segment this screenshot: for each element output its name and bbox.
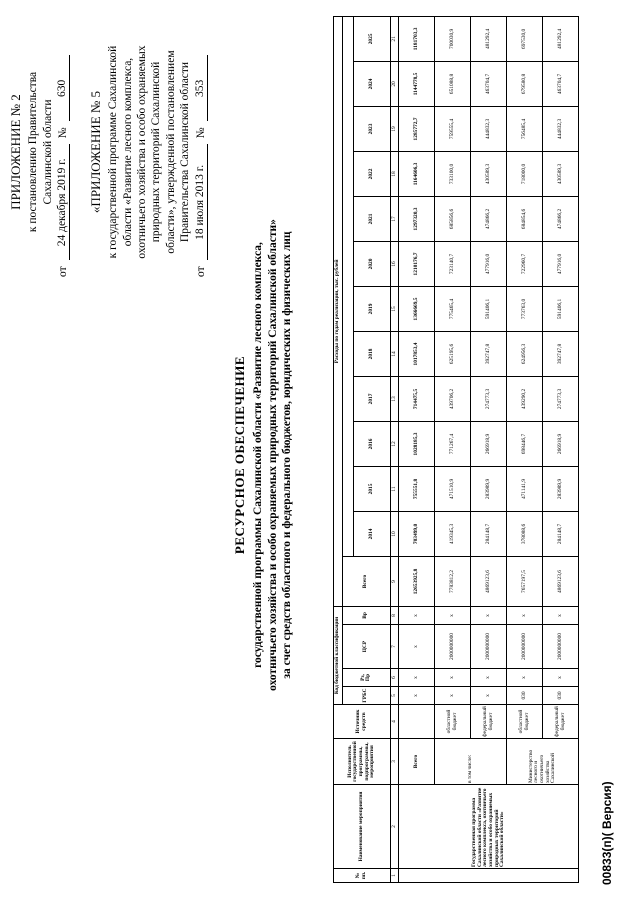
row-grbs-cell: 030: [507, 687, 543, 705]
row-total-cell: 7657197,5: [507, 556, 543, 606]
column-number-cell: 21: [390, 16, 399, 61]
header-year: 2014: [353, 511, 390, 556]
document-title-line: за счет средств областного и федерального бюджетов, юридических и физических лиц: [281, 231, 294, 679]
header-csr: ЦСР: [342, 625, 390, 669]
header-total: Всего: [342, 556, 390, 606]
row-year-value-cell: 773763,0: [507, 286, 543, 331]
column-number-cell: 4: [390, 705, 399, 739]
appendix-5-num-sign: №: [194, 127, 207, 139]
row-incl-label: в том числе:: [435, 739, 507, 785]
row-year-value-cell: 392747,8: [543, 331, 579, 376]
row-year-value-cell: 1210176,7: [399, 241, 435, 286]
row-year-value-cell: 439706,2: [435, 376, 471, 421]
header-grbs: ГРБС: [342, 687, 390, 705]
row-year-value-cell: 471141,9: [507, 466, 543, 511]
appendix-5-date-prefix: от: [194, 266, 207, 277]
row-year-value-cell: 685856,6: [435, 196, 471, 241]
header-name: Наименование мероприятия: [334, 785, 391, 869]
row-year-value-cell: 775465,4: [435, 286, 471, 331]
column-number-cell: 12: [390, 421, 399, 466]
column-number-cell: 2: [390, 785, 399, 869]
program-name-cell: Государственная программа Сахалинской области «Развитие лесного комплекса, охотничьего хозяйства и особо охраняемых природных территорий Сахалинской области»: [399, 785, 579, 869]
row-year-value-cell: 591406,1: [471, 286, 507, 331]
appendix-2-date-row: [55, 27, 70, 277]
row-grbs-cell: 030: [543, 687, 579, 705]
row-year-value-cell: 759555,4: [435, 106, 471, 151]
column-number-cell: 17: [390, 196, 399, 241]
row-year-value-cell: 697530,0: [507, 16, 543, 61]
column-number-cell: 5: [390, 687, 399, 705]
row-executor-cell: Министерство лесного и охотничьего хозяйства Сахалинской: [507, 739, 579, 785]
row-year-value-cell: 274773,3: [471, 376, 507, 421]
row-year-value-cell: 651088,8: [435, 61, 471, 106]
column-number-cell: 10: [390, 511, 399, 556]
column-number-cell: 15: [390, 286, 399, 331]
row-year-value-cell: 1017853,4: [399, 331, 435, 376]
row-csr-cell: х: [399, 625, 435, 669]
row-source-cell: [399, 705, 435, 739]
row-year-value-cell: 722960,7: [507, 241, 543, 286]
row-year-value-cell: 755551,8: [399, 466, 435, 511]
header-year: 2022: [353, 151, 390, 196]
appendix-2-number: 630: [55, 55, 70, 121]
row-year-value-cell: 378088,6: [507, 511, 543, 556]
row-year-value-cell: 698446,7: [507, 421, 543, 466]
appendix-5-date-row: [193, 27, 208, 277]
column-number-cell: 1: [390, 869, 399, 883]
row-year-value-cell: 266918,9: [471, 421, 507, 466]
row-vr-cell: х: [435, 606, 471, 624]
header-year: 2017: [353, 376, 390, 421]
appendix-2-line2: Сахалинской области: [41, 99, 54, 205]
column-number-cell: 13: [390, 376, 399, 421]
row-vr-cell: х: [543, 606, 579, 624]
row-year-value-cell: 591406,1: [543, 286, 579, 331]
appendix-2-title: ПРИЛОЖЕНИЕ № 2: [8, 94, 23, 210]
appendix-2-line1: к постановлению Правительства: [27, 71, 40, 233]
row-year-value-cell: 1285772,7: [399, 106, 435, 151]
row-year-value-cell: 284148,7: [471, 511, 507, 556]
row-year-value-cell: 714475,5: [399, 376, 435, 421]
appendix-2-date-prefix: от: [57, 266, 69, 277]
row-year-value-cell: 1164606,3: [399, 151, 435, 196]
column-number-cell: 14: [390, 331, 399, 376]
row-year-value-cell: 1181703,3: [399, 16, 435, 61]
row-year-value-cell: 481292,4: [471, 16, 507, 61]
appendix-2-block: [8, 27, 70, 277]
appendix-5-number: 353: [193, 55, 208, 121]
table-row: [507, 16, 543, 882]
row-total-cell: 12653925,8: [399, 556, 435, 606]
header-vr: Вр: [342, 606, 390, 624]
header-years-spacer: [342, 16, 353, 556]
row-year-value-cell: 444832,3: [543, 106, 579, 151]
row-source-cell: федеральный бюджет: [471, 705, 507, 739]
row-num-cell: [399, 869, 579, 883]
row-year-value-cell: 274773,3: [543, 376, 579, 421]
row-year-value-cell: 474866,2: [471, 196, 507, 241]
row-year-value-cell: 1028185,3: [399, 421, 435, 466]
row-source-cell: областной бюджет: [507, 705, 543, 739]
row-grbs-cell: х: [471, 687, 507, 705]
row-year-value-cell: 703499,0: [399, 511, 435, 556]
appendix-5-block: [88, 27, 208, 277]
appendix-2-num-sign: №: [57, 127, 69, 139]
header-year: 2018: [353, 331, 390, 376]
column-number-cell: 19: [390, 106, 399, 151]
row-year-value-cell: 684854,6: [507, 196, 543, 241]
row-vr-cell: х: [507, 606, 543, 624]
row-year-value-cell: 430589,3: [543, 151, 579, 196]
row-grbs-cell: х: [435, 687, 471, 705]
row-year-value-cell: 430589,3: [471, 151, 507, 196]
header-source: Источник средств: [334, 705, 391, 739]
row-total-cell: 4869123,6: [543, 556, 579, 606]
row-year-value-cell: 463704,7: [471, 61, 507, 106]
header-rzpr: Рз, Пр: [342, 669, 390, 687]
header-year: 2024: [353, 61, 390, 106]
header-executor: Исполнитель государственной программы, подпрограммы, мероприятия: [334, 739, 391, 785]
row-year-value-cell: 625195,6: [435, 331, 471, 376]
column-number-cell: 16: [390, 241, 399, 286]
appendix-5-line: Правительства Сахалинской области: [179, 61, 192, 243]
row-vr-cell: х: [471, 606, 507, 624]
header-year: 2020: [353, 241, 390, 286]
row-year-value-cell: 283989,9: [471, 466, 507, 511]
row-year-value-cell: 624956,3: [507, 331, 543, 376]
header-year: 2023: [353, 106, 390, 151]
appendix-5-line: охотничьего хозяйства и особо охраняемых: [136, 45, 148, 259]
row-csr-cell: 2000000000: [507, 625, 543, 669]
row-year-value-cell: 284148,7: [543, 511, 579, 556]
footer-version: 00833(п)( Версия): [600, 781, 614, 885]
appendix-5-date: 18 июля 2013 г.: [193, 144, 208, 260]
document-title-main: РЕСУРСНОЕ ОБЕСПЕЧЕНИЕ: [232, 355, 247, 555]
header-expenses: Расходы по годам реализации, тыс. рублей: [334, 16, 343, 606]
row-year-value-cell: 1366669,5: [399, 286, 435, 331]
table-row: [435, 16, 471, 882]
row-year-value-cell: 471510,9: [435, 466, 471, 511]
row-total-cell: 4869123,6: [471, 556, 507, 606]
appendix-5-line: природных территорий Сахалинской: [150, 61, 163, 243]
column-number-cell: 6: [390, 669, 399, 687]
row-year-value-cell: 481292,4: [543, 16, 579, 61]
appendix-5-line: области «Развитие лесного комплекса,: [121, 57, 134, 247]
header-num: № пп.: [334, 869, 391, 883]
row-csr-cell: 2000000000: [435, 625, 471, 669]
header-year: 2021: [353, 196, 390, 241]
row-vr-cell: х: [399, 606, 435, 624]
row-rzpr-cell: х: [507, 669, 543, 687]
column-number-cell: 7: [390, 625, 399, 669]
document-title-line: охотничьего хозяйства и особо охраняемых природных территорий Сахалинской области»: [266, 219, 279, 691]
row-grbs-cell: х: [399, 687, 435, 705]
row-year-value-cell: 1297320,3: [399, 196, 435, 241]
row-csr-cell: 2000000000: [471, 625, 507, 669]
row-year-value-cell: 679580,8: [507, 61, 543, 106]
table-column-numbers-row: [390, 16, 399, 882]
row-rzpr-cell: х: [471, 669, 507, 687]
column-number-cell: 20: [390, 61, 399, 106]
row-rzpr-cell: х: [399, 669, 435, 687]
header-year: 2025: [353, 16, 390, 61]
column-number-cell: 3: [390, 739, 399, 785]
row-year-value-cell: 474866,2: [543, 196, 579, 241]
column-number-cell: 18: [390, 151, 399, 196]
row-source-cell: федеральный бюджет: [543, 705, 579, 739]
header-year: 2019: [353, 286, 390, 331]
row-year-value-cell: 419345,3: [435, 511, 471, 556]
row-year-value-cell: 266918,9: [543, 421, 579, 466]
row-year-value-cell: 444832,3: [471, 106, 507, 151]
row-year-value-cell: 477916,0: [471, 241, 507, 286]
row-year-value-cell: 733100,0: [435, 151, 471, 196]
row-year-value-cell: 283989,9: [543, 466, 579, 511]
row-csr-cell: 2000000000: [543, 625, 579, 669]
column-number-cell: 9: [390, 556, 399, 606]
table-row: [399, 16, 435, 882]
row-year-value-cell: 463704,7: [543, 61, 579, 106]
header-year: 2015: [353, 466, 390, 511]
row-source-cell: областной бюджет: [435, 705, 471, 739]
row-year-value-cell: 1144778,5: [399, 61, 435, 106]
row-year-value-cell: 756485,4: [507, 106, 543, 151]
header-kbk: Код бюджетной классификации: [334, 606, 343, 704]
row-year-value-cell: 771267,4: [435, 421, 471, 466]
row-total-label: Всего: [399, 739, 435, 785]
row-year-value-cell: 700030,9: [435, 16, 471, 61]
row-year-value-cell: 439290,2: [507, 376, 543, 421]
header-year: 2016: [353, 421, 390, 466]
document-title-line: государственной программы Сахалинской области «Развитие лесного комплекса,: [252, 242, 264, 668]
document-title: [232, 45, 295, 865]
row-total-cell: 7783812,2: [435, 556, 471, 606]
row-year-value-cell: 723140,7: [435, 241, 471, 286]
row-year-value-cell: 477916,0: [543, 241, 579, 286]
resource-table-body: [334, 16, 579, 882]
resource-table: [333, 16, 579, 883]
appendix-2-date: 24 декабря 2019 г.: [55, 144, 70, 260]
column-number-cell: 11: [390, 466, 399, 511]
appendix-5-line: к государственной программе Сахалинской: [107, 45, 120, 259]
row-rzpr-cell: х: [435, 669, 471, 687]
row-year-value-cell: 718000,0: [507, 151, 543, 196]
table-header-row: [334, 16, 343, 882]
row-rzpr-cell: х: [543, 669, 579, 687]
column-number-cell: 8: [390, 606, 399, 624]
appendix-5-title: «ПРИЛОЖЕНИЕ № 5: [88, 90, 103, 214]
appendix-5-line: области», утвержденной постановлением: [164, 50, 177, 254]
row-year-value-cell: 392747,8: [471, 331, 507, 376]
